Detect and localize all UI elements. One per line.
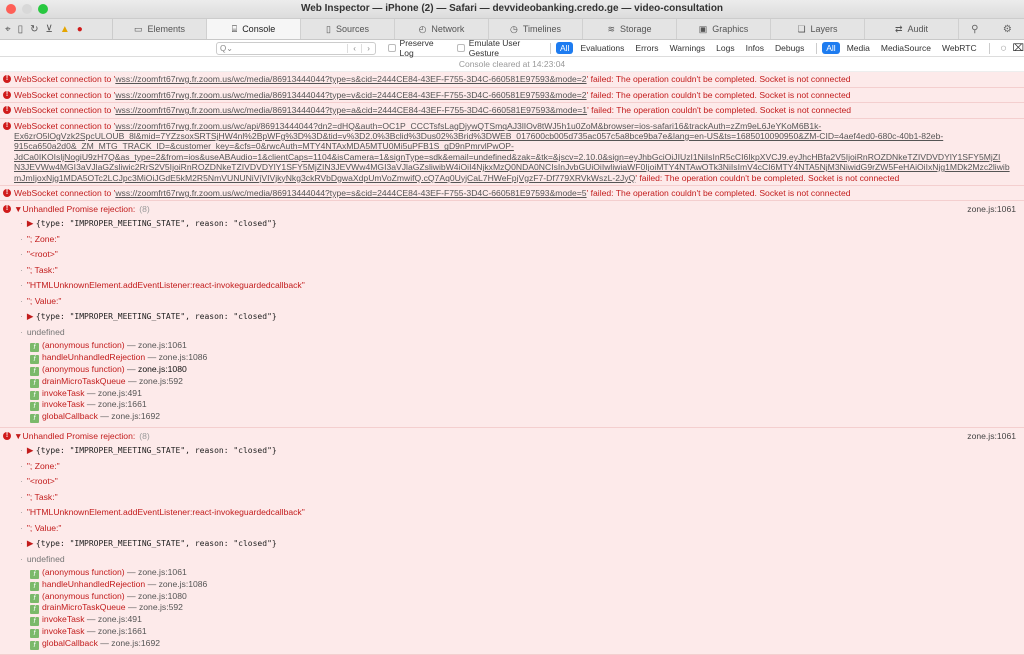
bullet: ·: [20, 218, 23, 229]
function-name: handleUnhandledRejection: [42, 578, 146, 589]
stack-frame[interactable]: [30, 376, 1016, 388]
clear-log-button-circle-icon[interactable]: ◌: [1000, 42, 1007, 54]
error-line: [14, 162, 1016, 172]
function-name: drainMicroTaskQueue: [42, 602, 126, 613]
frame-separator: —: [84, 387, 98, 398]
expand-triangle-icon[interactable]: ▶: [26, 445, 36, 456]
function-name: (anonymous function): [42, 590, 125, 601]
log-item: [14, 505, 1016, 521]
filter-bar: [0, 40, 1024, 57]
error-icon: !: [3, 122, 11, 130]
string-value: "; Task:": [26, 491, 58, 502]
disclosure-triangle-icon[interactable]: ▼: [14, 431, 23, 442]
error-suffix: ' failed: The operation couldn't be completed. Socket is not connected: [586, 187, 851, 198]
bullet: ·: [20, 445, 23, 456]
error-message: [0, 186, 1024, 202]
function-icon: f: [30, 594, 39, 603]
search-input[interactable]: [216, 42, 376, 55]
tab-label: Graphics: [712, 24, 749, 34]
frame-separator: —: [84, 399, 98, 410]
bullet: ·: [20, 460, 23, 471]
stack-frame[interactable]: [30, 638, 1016, 650]
function-icon: f: [30, 402, 39, 411]
bullet: ·: [20, 280, 23, 291]
error-suffix: ' failed: The operation couldn't be completed. Socket is not connected: [587, 105, 852, 115]
string-value: undefined: [26, 553, 65, 564]
stack-frame[interactable]: [30, 602, 1016, 614]
elements-icon: ▭: [133, 23, 143, 34]
trash-icon[interactable]: ⌧: [1012, 42, 1024, 54]
tab-timelines[interactable]: [489, 19, 583, 39]
error-prefix: WebSocket connection to ': [14, 105, 116, 115]
string-value: "HTMLUnknownElement.addEventListener:react-invokeguardedcallback": [26, 507, 305, 518]
log-item[interactable]: [14, 443, 1016, 459]
error-icon: !: [3, 75, 11, 83]
object-preview: {type: "IMPROPER_MEETING_STATE", reason: "closed"}: [35, 539, 277, 549]
frame-location-link[interactable]: zone.js:491: [97, 614, 142, 625]
search-icon[interactable]: ⚲: [971, 23, 979, 35]
tab-layers[interactable]: [771, 19, 865, 39]
error-suffix: ' failed: The operation couldn't be completed. Socket is not connected: [635, 172, 900, 183]
group-header[interactable]: [14, 430, 1016, 443]
tab-audit[interactable]: [865, 19, 959, 39]
string-value: "; Zone:": [26, 460, 60, 471]
tab-sources[interactable]: [301, 19, 395, 39]
frame-location-link[interactable]: zone.js:1080: [138, 590, 187, 601]
error-line: [14, 121, 1016, 131]
string-value: "; Value:": [26, 522, 62, 533]
window-controls: [6, 4, 48, 14]
stack-frame[interactable]: [30, 591, 1016, 603]
preserve-log-checkbox[interactable]: [388, 38, 445, 58]
frame-separator: —: [124, 567, 139, 578]
bullet: ·: [20, 538, 23, 549]
reload-icon[interactable]: ↻: [30, 23, 39, 35]
websocket-url-link[interactable]: wss://zoomfrt67rwg.fr.zoom.us/wc/api/86913444044?dn2=dHQ&auth=OC1P_CCCTsfsLagDjywQTSmqAJ3lIOv8tWJ5h1u0ZoM&browser=ios-safari16&trackAuth=zZm9eL6JeYKoM6B1k-: [115, 120, 822, 131]
zoom-button[interactable]: [38, 4, 48, 14]
frame-separator: —: [145, 352, 159, 363]
function-icon: f: [30, 582, 39, 591]
string-value: "<root>": [26, 476, 58, 487]
tab-bar: [0, 18, 1024, 40]
tab-console[interactable]: [207, 19, 301, 39]
tab-label: Layers: [810, 24, 838, 34]
stack-frame[interactable]: [30, 352, 1016, 364]
log-item: [14, 490, 1016, 506]
frame-separator: —: [84, 614, 98, 625]
frame-separator: —: [97, 637, 112, 648]
error-prefix: WebSocket connection to ': [14, 89, 116, 100]
string-value: "; Value:": [26, 295, 62, 306]
error-prefix: WebSocket connection to ': [14, 120, 116, 131]
tab-label: Audit: [907, 24, 929, 34]
websocket-url-link[interactable]: 915ca650a2d0&_ZM_MTG_TRACK_ID=&customer_key=&cfs=0&rwcAuth=MTY4NTAxMDA5MTU0Mi5uPFB1S_gD9nPmrvlPwOP-: [14, 141, 514, 152]
error-icon: !: [3, 106, 11, 114]
source-link[interactable]: zone.js:1061: [967, 431, 1016, 442]
websocket-url-link[interactable]: wss://zoomfrt67rwg.fr.zoom.us/wc/media/86913444044?type=s&cid=2444CE84-43EF-F755-3D4C-660581E97593&mode=2: [115, 74, 587, 84]
error-icon: !: [3, 205, 11, 213]
string-value: "<root>": [26, 249, 58, 260]
error-suffix: ' failed: The operation couldn't be completed. Socket is not connected: [586, 74, 851, 84]
error-message: [0, 88, 1024, 104]
bullet: ·: [20, 295, 23, 306]
filter-source-webrtc[interactable]: WebRTC: [941, 43, 977, 53]
warning-icon[interactable]: ▲: [59, 23, 70, 35]
frame-location-link[interactable]: zone.js:592: [138, 602, 183, 613]
websocket-url-link[interactable]: N3JEVWw4MGI3aVJlaGZsliwic2RrS2V5IjoiRnROZDNkeTZIVDVDYlY1SFY5MjZIN3JEVWw4MGI3aVJlaGZsliwibW4iOiI4NjkxMzQ0NDA0NCIsInJvbGUiOiIwliwiaWF0IjoiMTY4NTAwOTk3NiIsImV4cCI6MTY4NTA5NjM3NiwidG9rZW5FeHAiOiIxNjg1MDk2Mzc2liwib: [14, 162, 1010, 173]
function-name: handleUnhandledRejection: [42, 352, 146, 363]
unhandled-promise-group: [0, 201, 1024, 428]
previous-match-button[interactable]: ‹: [347, 44, 361, 53]
console-icon: ⌸: [231, 23, 238, 34]
toolbar-tools: [0, 19, 113, 39]
source-link[interactable]: zone.js:1061: [967, 204, 1016, 215]
tab-storage[interactable]: [583, 19, 677, 39]
stack-frame[interactable]: [30, 340, 1016, 352]
expand-triangle-icon[interactable]: ▶: [26, 538, 36, 549]
bullet: ·: [20, 311, 23, 322]
stack-frame[interactable]: [30, 567, 1016, 579]
unhandled-promise-group: [0, 428, 1024, 655]
filter-level-warnings[interactable]: Warnings: [669, 43, 706, 53]
function-icon: f: [30, 414, 39, 423]
frame-location-link[interactable]: zone.js:1086: [158, 352, 208, 363]
function-name: globalCallback: [42, 411, 98, 422]
stack-frame[interactable]: [30, 388, 1016, 400]
tab-network[interactable]: [395, 19, 489, 39]
stack-frame[interactable]: [30, 399, 1016, 411]
frame-location-link[interactable]: zone.js:592: [138, 375, 183, 386]
filter-level-infos[interactable]: Infos: [745, 43, 765, 53]
bullet: ·: [20, 264, 23, 275]
error-icon: !: [3, 432, 11, 440]
audit-icon: ⇄: [894, 23, 903, 34]
error-icon: !: [3, 189, 11, 197]
tab-graphics[interactable]: [677, 19, 771, 39]
bullet: ·: [20, 249, 23, 260]
log-item: [14, 459, 1016, 475]
function-name: (anonymous function): [42, 364, 125, 375]
function-icon: f: [30, 355, 39, 364]
error-line: [14, 141, 1016, 151]
object-preview: {type: "IMPROPER_MEETING_STATE", reason: "closed"}: [35, 219, 277, 229]
websocket-url-link[interactable]: Ex6zrO5lOgVzk2SpcULOUB_8l&mid=7YZzsoxSRTSjHW4nl%2BpWFg%3D%3D&tid=v%3D2.0%3Bclid%3Dus02%3Brid%3DWEB_017600cb005d735ac057c5a8bce9ba7e&lang=en-US&ts=1685010090950&ZM-CID=4aef4ed0-680c-40b1-82eb-: [14, 130, 944, 141]
filter-level-evaluations[interactable]: Evaluations: [580, 43, 625, 53]
function-name: (anonymous function): [42, 567, 125, 578]
log-item: [14, 294, 1016, 310]
minimize-button[interactable]: [22, 4, 32, 14]
stack-frame[interactable]: [30, 411, 1016, 423]
websocket-url-link[interactable]: wss://zoomfrt67rwg.fr.zoom.us/wc/media/86913444044?type=a&cid=2444CE84-43EF-F755-3D4C-660581E97593&mode=1: [115, 105, 588, 115]
frame-separator: —: [124, 590, 139, 601]
frame-separator: —: [84, 626, 98, 636]
next-match-button[interactable]: ›: [361, 44, 375, 53]
group-header[interactable]: [14, 203, 1016, 216]
object-preview: {type: "IMPROPER_MEETING_STATE", reason: "closed"}: [35, 312, 277, 322]
stack-frame[interactable]: [30, 614, 1016, 626]
search-placeholder: Q⌄: [220, 43, 233, 53]
function-name: drainMicroTaskQueue: [42, 375, 126, 386]
console-cleared-message: Console cleared at 14:23:04: [0, 57, 1024, 72]
device-icon[interactable]: ▯: [17, 23, 24, 35]
function-name: invokeTask: [42, 626, 85, 636]
disclosure-triangle-icon[interactable]: ▼: [14, 204, 23, 215]
stack-frame[interactable]: [30, 579, 1016, 591]
filter-source-all[interactable]: All: [822, 42, 839, 54]
frame-separator: —: [97, 411, 112, 422]
log-item: [14, 247, 1016, 263]
string-value: "; Task:": [26, 264, 58, 275]
function-icon: f: [30, 570, 39, 579]
filter-level-debugs[interactable]: Debugs: [775, 43, 805, 53]
frame-separator: —: [124, 340, 139, 351]
frame-separator: —: [125, 602, 139, 613]
stack-frame[interactable]: [30, 364, 1016, 376]
function-icon: f: [30, 629, 39, 638]
layers-icon: ❏: [797, 23, 806, 34]
error-message: [0, 119, 1024, 186]
filter-level-errors[interactable]: Errors: [635, 43, 659, 53]
string-value: undefined: [26, 326, 65, 337]
function-name: invokeTask: [42, 614, 85, 625]
frame-location-link[interactable]: zone.js:1661: [97, 626, 147, 636]
error-line: [14, 152, 1016, 162]
stack-frame[interactable]: [30, 626, 1016, 638]
function-icon: f: [30, 343, 39, 352]
group-count: (8): [139, 431, 150, 442]
stack-trace: [14, 340, 1016, 423]
frame-separator: —: [125, 375, 139, 386]
function-name: invokeTask: [42, 387, 85, 398]
bullet: ·: [20, 522, 23, 533]
expand-triangle-icon[interactable]: ▶: [26, 218, 36, 229]
function-icon: f: [30, 379, 39, 388]
bullet: ·: [20, 507, 23, 518]
tab-label: Timelines: [522, 24, 562, 34]
tab-label: Storage: [620, 24, 652, 34]
emulate-gesture-checkbox[interactable]: [457, 38, 545, 58]
websocket-url-link[interactable]: wss://zoomfrt67rwg.fr.zoom.us/wc/media/86913444044?type=s&cid=2444CE84-43EF-F755-3D4C-660581E97593&mode=5: [115, 187, 587, 198]
error-icon: !: [3, 91, 11, 99]
filter-level-all[interactable]: All: [556, 42, 573, 54]
group-title: Unhandled Promise rejection:: [22, 204, 136, 215]
stack-trace: [14, 567, 1016, 650]
error-line: [14, 173, 1016, 183]
filter-level-logs[interactable]: Logs: [716, 43, 735, 53]
frame-location-link[interactable]: zone.js:1061: [138, 340, 187, 351]
error-icon[interactable]: ●: [76, 23, 83, 35]
frame-location-link[interactable]: zone.js:1661: [97, 399, 147, 410]
window-title: Web Inspector — iPhone (2) — Safari — devvideobanking.credo.ge — video-consultation: [300, 3, 724, 14]
log-item: [14, 552, 1016, 568]
function-icon: f: [30, 391, 39, 400]
timelines-icon: ◷: [509, 23, 518, 34]
function-icon: f: [30, 641, 39, 650]
emulate-gesture-label: Emulate User Gesture: [468, 38, 521, 58]
frame-location-link[interactable]: zone.js:491: [97, 387, 142, 398]
bullet: ·: [20, 233, 23, 244]
tab-label: Elements: [147, 24, 186, 34]
tab-label: Network: [431, 24, 465, 34]
error-message: [0, 103, 1024, 119]
download-icon[interactable]: ⊻: [45, 23, 53, 35]
group-title: Unhandled Promise rejection:: [22, 431, 136, 442]
error-suffix: ' failed: The operation couldn't be completed. Socket is not connected: [586, 89, 851, 100]
tab-elements[interactable]: [113, 19, 207, 39]
log-item: [14, 263, 1016, 279]
log-item: [14, 521, 1016, 537]
websocket-url-link[interactable]: JdCa0IKOIsljNogiU9zH7Q&as_type=2&from=ios&useABAudio=1&clientCaps=1104&isCamera=1&signType=sdk&email=undefined&zak=&tk=&jscv=2.10.0&sign=eyJhbGciOiJIUzI1NiIsInR5cCI6IkpXVCJ9.eyJhcHBfa2V5IjoiRnROZDNkeTZIVDVDYlY1SFY5MjZI: [14, 151, 1001, 162]
filter-source-media[interactable]: Media: [846, 43, 870, 53]
function-name: invokeTask: [42, 399, 85, 410]
sources-icon: ▯: [326, 23, 331, 34]
log-item[interactable]: [14, 309, 1016, 325]
expand-triangle-icon[interactable]: ▶: [26, 311, 36, 322]
console-log: [0, 72, 1024, 649]
websocket-url-link[interactable]: mJmIjoxNjg1MDA5OTc2LCJpc3MiOiJGdE5kM2R5NmVUNUNiVjVIVjkyNkg3ckRVbDgwaXdpUmVoZmwifQ.cQ7Aq0UyjCaL7HWeFpjVgzF7-Df779XRVkWszL-2JyQ: [14, 172, 636, 183]
frame-separator: —: [145, 578, 159, 589]
storage-icon: ≋: [607, 23, 615, 34]
tab-label: Sources: [335, 24, 369, 34]
function-name: (anonymous function): [42, 340, 125, 351]
gear-icon[interactable]: ⚙: [1002, 23, 1012, 35]
function-icon: f: [30, 367, 39, 376]
log-item: [14, 474, 1016, 490]
close-button[interactable]: [6, 4, 16, 14]
frame-separator: —: [124, 364, 139, 375]
error-prefix: WebSocket connection to ': [14, 187, 116, 198]
log-item: [14, 325, 1016, 341]
bullet: ·: [20, 491, 23, 502]
object-preview: {type: "IMPROPER_MEETING_STATE", reason: "closed"}: [35, 446, 277, 456]
window-titlebar: [0, 0, 1024, 18]
bullet: ·: [20, 476, 23, 487]
preserve-log-label: Preserve Log: [399, 38, 434, 58]
function-icon: f: [30, 605, 39, 614]
frame-location-link[interactable]: zone.js:1692: [111, 637, 161, 648]
graphics-icon: ▣: [698, 23, 708, 34]
websocket-url-link[interactable]: wss://zoomfrt67rwg.fr.zoom.us/wc/media/86913444044?type=v&cid=2444CE84-43EF-F755-3D4C-660581E97593&mode=2: [115, 89, 587, 100]
bullet: ·: [20, 553, 23, 564]
network-icon: ◴: [418, 23, 427, 34]
log-item: [14, 278, 1016, 294]
frame-location-link[interactable]: zone.js:1692: [111, 411, 161, 422]
filter-source-mediasource[interactable]: MediaSource: [880, 43, 931, 53]
string-value: "HTMLUnknownElement.addEventListener:react-invokeguardedcallback": [26, 280, 305, 291]
frame-location-link[interactable]: zone.js:1061: [138, 567, 187, 578]
string-value: "; Zone:": [26, 233, 60, 244]
bullet: ·: [20, 326, 23, 337]
error-message: [0, 72, 1024, 88]
log-item: [14, 232, 1016, 248]
function-name: globalCallback: [42, 637, 98, 648]
group-count: (8): [139, 204, 150, 215]
error-line: [14, 131, 1016, 141]
crosshair-icon[interactable]: ⌖: [5, 23, 11, 35]
error-prefix: WebSocket connection to ': [14, 74, 116, 84]
frame-location-link[interactable]: zone.js:1086: [158, 578, 208, 589]
function-icon: f: [30, 617, 39, 626]
tab-label: Console: [242, 24, 276, 34]
log-item[interactable]: [14, 536, 1016, 552]
log-item[interactable]: [14, 216, 1016, 232]
frame-location-link[interactable]: zone.js:1080: [138, 364, 187, 375]
